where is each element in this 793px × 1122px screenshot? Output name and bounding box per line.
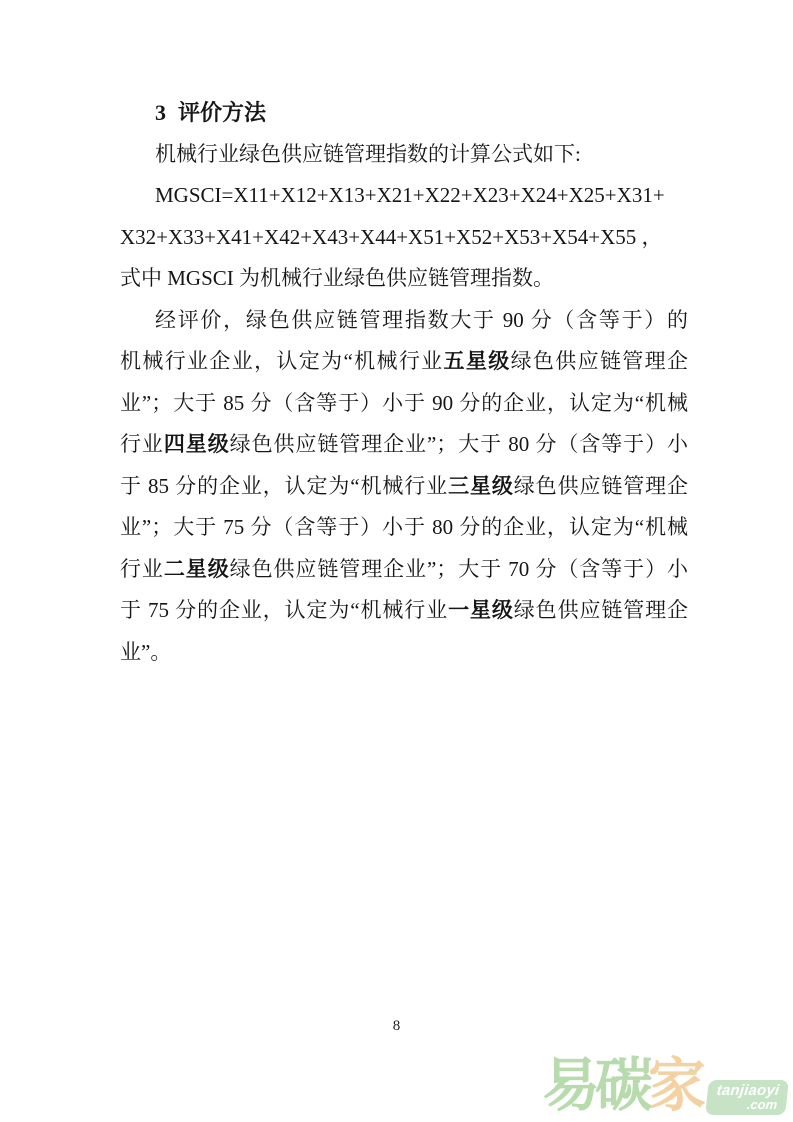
text-segment: 机械行业企业，认定为“机械行业 <box>120 349 444 373</box>
text-segment: MGSCI=X11+X12+X13+X21+X22+X23+X24+X25+X31+ <box>155 183 665 207</box>
section-heading <box>120 92 688 134</box>
text-line <box>120 300 688 342</box>
text-line <box>120 632 688 674</box>
text-line <box>120 217 688 259</box>
text-segment: 式中 MGSCI 为机械行业绿色供应链管理指数。 <box>120 266 555 290</box>
text-segment: 绿色供应链管理企业”；大于 70 分（含等于）小 <box>229 556 688 581</box>
text-line <box>120 175 688 217</box>
watermark-domain-badge <box>705 1080 789 1115</box>
text-segment: 绿色供应链管理企 <box>510 349 689 373</box>
page-number: 8 <box>392 1018 401 1034</box>
star-level-emphasis: 四星级 <box>163 432 230 456</box>
text-segment: X32+X33+X41+X42+X43+X44+X51+X52+X53+X54+X55 ， <box>120 224 663 249</box>
document-content <box>120 92 688 673</box>
text-line <box>120 424 688 466</box>
watermark-char: 易 <box>541 1053 595 1118</box>
text-line <box>120 383 688 425</box>
text-segment: 业”；大于 75 分（含等于）小于 80 分的企业，认定为“机械 <box>120 515 688 539</box>
text-line <box>120 549 688 591</box>
text-segment: 行业 <box>120 556 164 581</box>
text-segment: 绿色供应链管理企 <box>513 473 689 498</box>
text-line <box>120 466 688 508</box>
star-level-emphasis: 二星级 <box>163 556 230 581</box>
star-level-emphasis: 一星级 <box>448 598 514 622</box>
watermark-char: 碳 <box>594 1053 648 1118</box>
text-segment: 绿色供应链管理企业”；大于 80 分（含等于）小 <box>229 432 688 456</box>
text-segment: 行业 <box>120 432 164 456</box>
text-segment: 经评价，绿色供应链管理指数大于 90 分（含等于）的 <box>155 307 688 332</box>
text-line <box>120 134 688 176</box>
text-segment: 业”；大于 85 分（含等于）小于 90 分的企业，认定为“机械 <box>120 390 688 415</box>
text-segment: 绿色供应链管理企 <box>513 598 689 622</box>
watermark-domain-tld: .com <box>746 1097 779 1112</box>
document-body <box>120 134 688 674</box>
watermark-logo <box>542 1054 787 1122</box>
text-segment: 业”。 <box>120 639 172 664</box>
star-level-emphasis: 五星级 <box>443 349 511 373</box>
watermark-brand-text <box>542 1054 701 1118</box>
section-title: 评价方法 <box>178 100 267 125</box>
text-line <box>120 507 688 549</box>
text-segment: 机械行业绿色供应链管理指数的计算公式如下: <box>155 141 581 166</box>
text-line <box>120 341 688 383</box>
text-line <box>120 258 688 300</box>
text-line <box>120 590 688 632</box>
text-segment: 于 85 分的企业，认定为“机械行业 <box>120 473 449 498</box>
watermark-domain-name: tanjiaoyi <box>715 1082 781 1099</box>
star-level-emphasis: 三星级 <box>448 473 514 498</box>
watermark-char: 家 <box>647 1053 701 1118</box>
text-segment: 于 75 分的企业，认定为“机械行业 <box>120 598 449 622</box>
section-number: 3 <box>155 100 166 125</box>
